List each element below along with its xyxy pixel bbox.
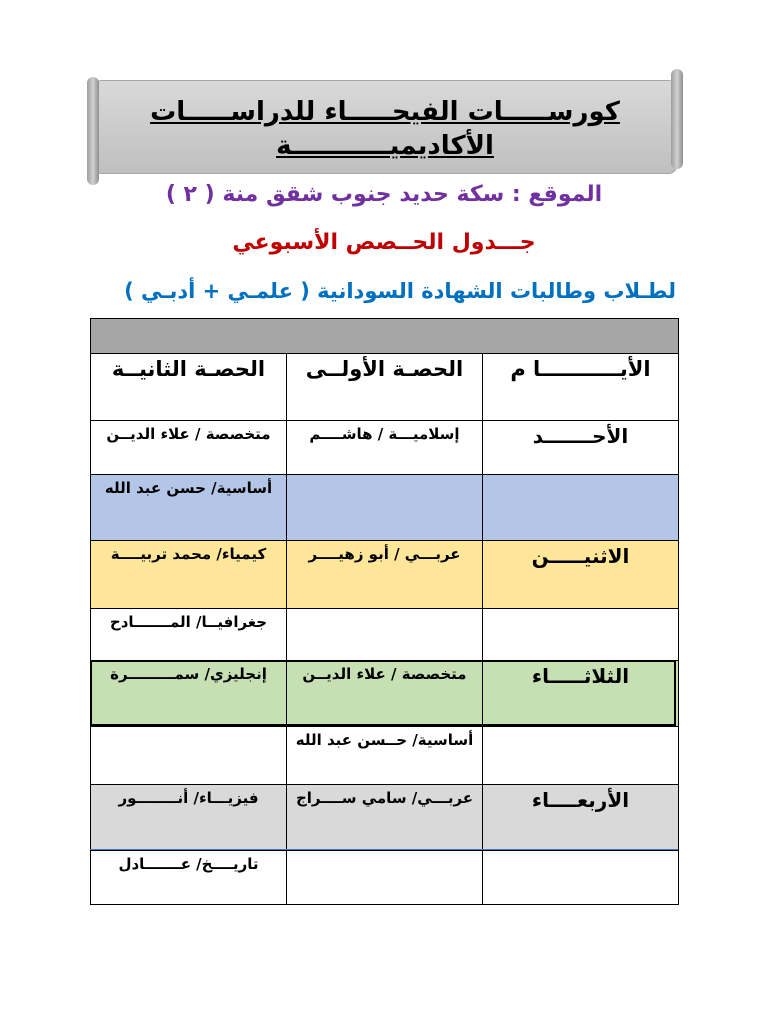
first-period-cell: متخصصة / علاء الديــن <box>287 661 483 727</box>
day-cell <box>483 851 679 905</box>
header-first-period: الحصـة الأولــى <box>287 354 483 421</box>
second-period-cell: جغرافيــا/ المـــــــادح <box>91 609 287 661</box>
day-cell <box>483 727 679 785</box>
day-cell: الثلاثـــــاء <box>483 661 679 727</box>
schedule-title: جـــدول الحــصص الأسبوعي <box>232 230 536 255</box>
header-days: الأيـــــــــــا م <box>483 354 679 421</box>
day-cell <box>483 475 679 541</box>
second-period-cell: كيمياء/ محمد تربيــــة <box>91 541 287 609</box>
first-period-cell: عربـــي/ سامي ســــراج <box>287 785 483 851</box>
page-title: كورســـــات الفيحـــــاء للدراســـــات الأكاديميـــــــــــة <box>150 97 620 161</box>
table-row <box>91 475 679 541</box>
first-period-cell: أساسية/ حــسن عبد الله <box>287 727 483 785</box>
table-row <box>91 421 679 475</box>
location-text: الموقع : سكة حديد جنوب شقق منة ( ٢ ) <box>165 182 603 207</box>
column-headers <box>91 354 679 421</box>
table-row <box>91 785 679 851</box>
day-cell: الأربعــــاء <box>483 785 679 851</box>
second-period-cell: إنجليزي/ سمـــــــــرة <box>91 661 287 727</box>
table-row <box>91 661 679 727</box>
first-period-cell <box>287 475 483 541</box>
title-banner <box>92 80 678 174</box>
second-period-cell: أساسية/ حسن عبد الله <box>91 475 287 541</box>
second-period-cell <box>91 727 287 785</box>
table-row <box>91 541 679 609</box>
first-period-cell: إسلاميـــة / هاشــــم <box>287 421 483 475</box>
table-header-bar <box>91 319 679 354</box>
first-period-cell <box>287 851 483 905</box>
first-period-cell: عربـــي / أبو زهيــــر <box>287 541 483 609</box>
header-second-period: الحصـة الثانيــة <box>91 354 287 421</box>
second-period-cell: فيزيـــاء/ أنــــــــور <box>91 785 287 851</box>
day-cell: الأحـــــــد <box>483 421 679 475</box>
second-period-cell: متخصصة / علاء الديــن <box>91 421 287 475</box>
schedule-table <box>90 318 679 905</box>
day-cell <box>483 609 679 661</box>
table-row <box>91 851 679 905</box>
second-period-cell: تاريــــخ/ عـــــــادل <box>91 851 287 905</box>
first-period-cell <box>287 609 483 661</box>
day-cell: الاثنيـــــن <box>483 541 679 609</box>
table-row <box>91 727 679 785</box>
table-row <box>91 609 679 661</box>
students-text: لطـلاب وطالبات الشهادة السودانية ( علمـي + أدبـي ) <box>124 279 676 303</box>
